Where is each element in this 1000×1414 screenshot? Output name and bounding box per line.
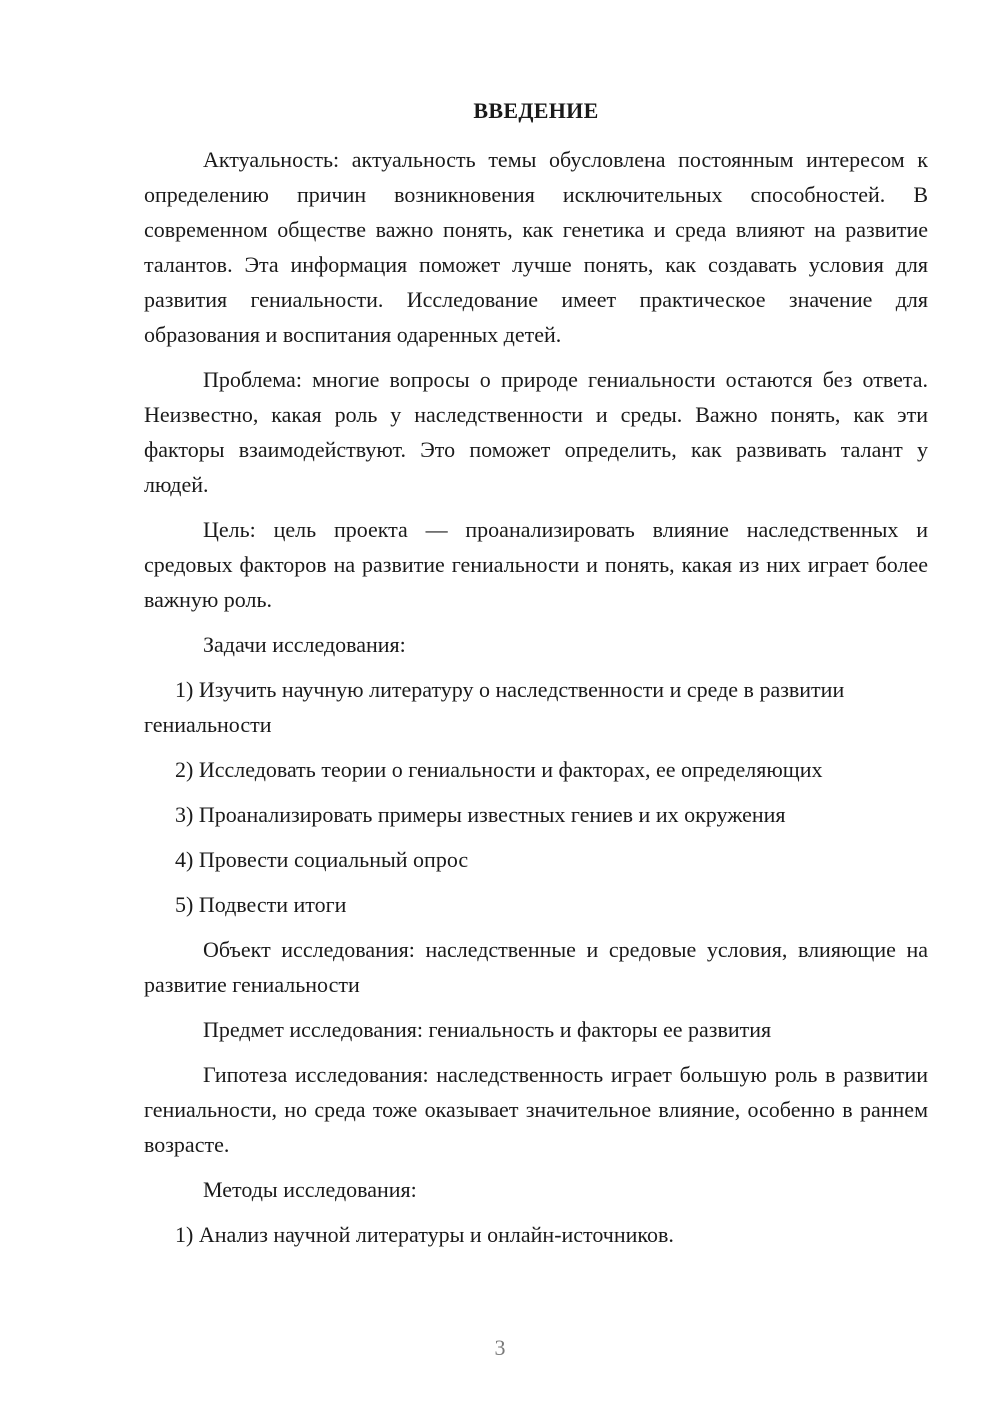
page-content: [144, 96, 928, 1262]
task-item-5: 5) Подвести итоги: [175, 892, 347, 917]
method-item-1: 1) Анализ научной литературы и онлайн-источников.: [175, 1222, 674, 1247]
task-item-2: 2) Исследовать теории о гениальности и факторах, ее определяющих: [175, 757, 823, 782]
paragraph-object: Объект исследования: наследственные и средовые условия, влияющие на развитие гениальности: [144, 937, 928, 997]
paragraph-problem: Проблема: многие вопросы о природе гениальности остаются без ответа. Неизвестно, какая роль у наследственности и среды. Важно понять, как эти факторы взаимодействуют. Это поможет определить, как развивать талант у людей.: [144, 367, 928, 497]
paragraph-subject: Предмет исследования: гениальность и факторы ее развития: [203, 1017, 772, 1042]
page-number: 3: [494, 1335, 506, 1360]
task-item-3: 3) Проанализировать примеры известных гениев и их окружения: [175, 802, 786, 827]
tasks-heading: Задачи исследования:: [203, 632, 406, 657]
paragraph-goal: Цель: цель проекта — проанализировать влияние наследственных и средовых факторов на развитие гениальности и понять, какая из них играет более важную роль.: [144, 517, 928, 612]
task-item-4: 4) Провести социальный опрос: [175, 847, 469, 872]
paragraph-relevance: Актуальность: актуальность темы обусловлена постоянным интересом к определению причин возникновения исключительных способностей. В современном обществе важно понять, как генетика и среда влияют на развитие талантов. Эта информация поможет лучше понять, как создавать условия для развития гениальности. Исследование имеет практическое значение для образования и воспитания одаренных детей.: [144, 147, 928, 347]
task-item-1: 1) Изучить научную литературу о наследственности и среде в развитии гениальности: [144, 677, 845, 737]
section-title: ВВЕДЕНИЕ: [473, 98, 599, 123]
paragraph-hypothesis: Гипотеза исследования: наследственность играет большую роль в развитии гениальности, но среда тоже оказывает значительное влияние, особенно в раннем возрасте.: [144, 1062, 928, 1157]
methods-heading: Методы исследования:: [203, 1177, 417, 1202]
